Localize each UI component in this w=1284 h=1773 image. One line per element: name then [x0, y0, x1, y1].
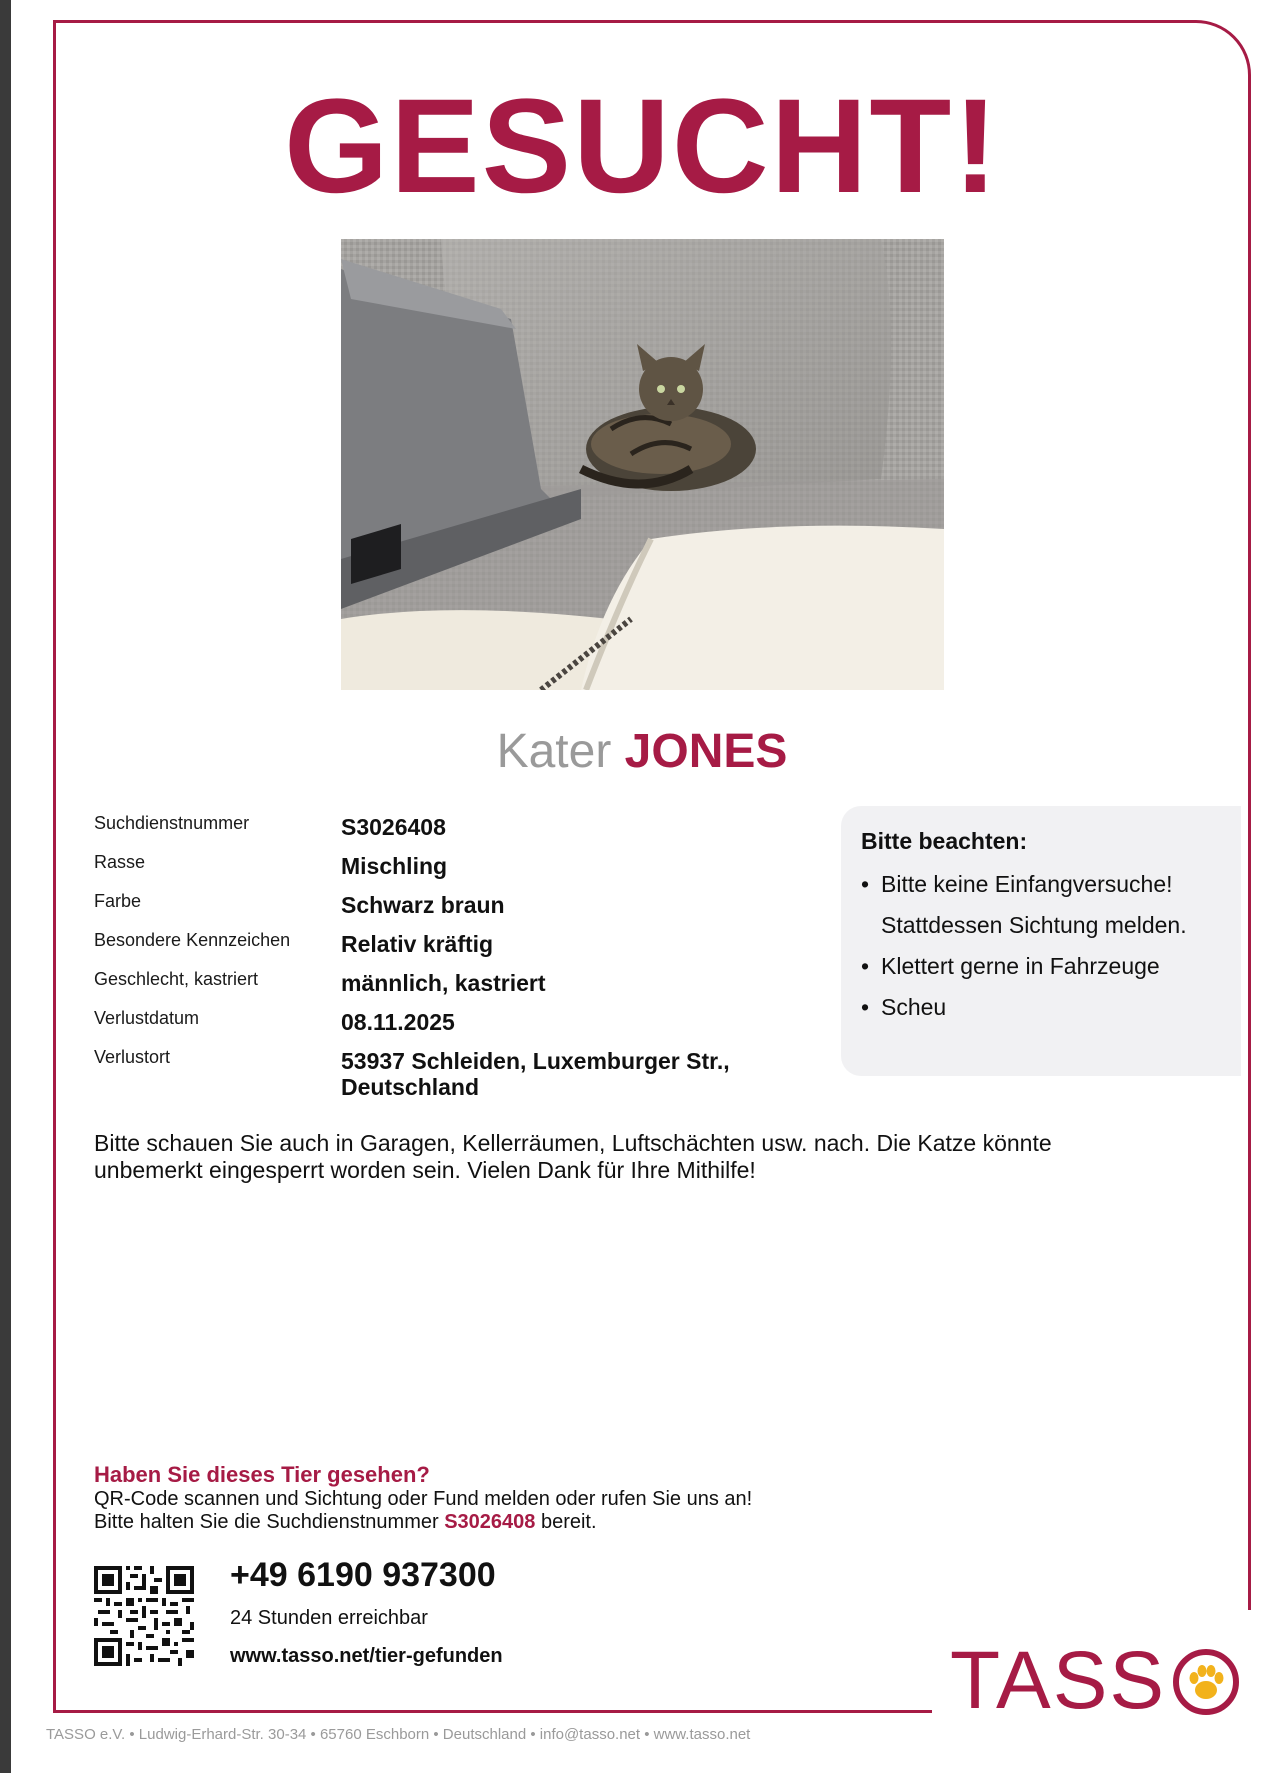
detail-value: männlich, kastriert: [341, 970, 546, 996]
notice-item: • Klettert gerne in Fahrzeuge: [861, 946, 1227, 987]
detail-label: Geschlecht, kastriert: [94, 969, 259, 989]
detail-value: Schwarz braun: [341, 892, 505, 918]
detail-row-breed: [94, 851, 814, 890]
appeal-text: Bitte schauen Sie auch in Garagen, Kellerräumen, Luftschächten usw. nach. Die Katze könnte unbemerkt eingesperrt worden sein. Vielen Dank für Ihre Mithilfe!: [94, 1130, 1052, 1183]
notice-title: Bitte beachten:: [861, 828, 1028, 854]
contact-block: [230, 1554, 830, 1668]
notice-item: • Bitte keine Einfangversuche! Stattdessen Sichtung melden.: [861, 864, 1227, 946]
cta-reference-number: S3026408: [444, 1511, 536, 1533]
detail-row-sex: [94, 968, 814, 1007]
detail-value: Relativ kräftig: [341, 931, 494, 957]
call-to-action: [94, 1462, 994, 1534]
detail-label: Rasse: [94, 852, 146, 872]
cta-title: Haben Sie dieses Tier gesehen?: [94, 1462, 430, 1487]
cta-line-2: [94, 1511, 994, 1534]
detail-label: Verlustort: [94, 1047, 171, 1067]
detail-row-features: [94, 929, 814, 968]
detail-row-loss-place: [94, 1046, 814, 1106]
phone-number[interactable]: +49 6190 937300: [230, 1556, 496, 1594]
detail-row-search-number: [94, 812, 814, 851]
notice-item: • Scheu: [861, 987, 1227, 1028]
detail-value: S3026408: [341, 814, 446, 840]
website-link[interactable]: www.tasso.net/tier-gefunden: [230, 1645, 503, 1667]
headline: GESUCHT!: [284, 72, 1000, 221]
paw-icon: [1172, 1648, 1240, 1716]
pet-species: Kater: [496, 725, 612, 778]
detail-row-color: [94, 890, 814, 929]
detail-row-loss-date: [94, 1007, 814, 1046]
detail-value: 08.11.2025: [341, 1009, 455, 1035]
detail-label: Verlustdatum: [94, 1008, 200, 1028]
detail-value: 53937 Schleiden, Luxemburger Str., Deutschland: [341, 1048, 730, 1100]
cat-on-sofa-photo: [341, 239, 944, 690]
pet-name: [0, 722, 1284, 782]
footer-address: TASSO e.V. • Ludwig-Erhard-Str. 30-34 • 65760 Eschborn • Deutschland • info@tasso.net • www.tasso.net: [46, 1726, 751, 1743]
cta-line-1: QR-Code scannen und Sichtung oder Fund melden oder rufen Sie uns an!: [94, 1488, 753, 1510]
cta-line-2-suffix: bereit.: [535, 1511, 597, 1533]
notice-box: [841, 806, 1241, 1076]
detail-label: Suchdienstnummer: [94, 813, 250, 833]
availability-text: 24 Stunden erreichbar: [230, 1607, 428, 1629]
cta-line-2-prefix: Bitte halten Sie die Suchdienstnummer: [94, 1511, 445, 1533]
tasso-logo: [950, 1635, 1250, 1726]
pet-name-value: JONES: [624, 725, 788, 778]
detail-label: Besondere Kennzeichen: [94, 930, 291, 950]
qr-code-icon[interactable]: [94, 1566, 194, 1666]
detail-label: Farbe: [94, 891, 142, 911]
notice-list: [861, 864, 1227, 1028]
pet-details: [94, 812, 814, 1106]
pet-photo: [341, 239, 944, 690]
logo-text: TASS: [950, 1635, 1167, 1726]
detail-value: Mischling: [341, 853, 448, 879]
